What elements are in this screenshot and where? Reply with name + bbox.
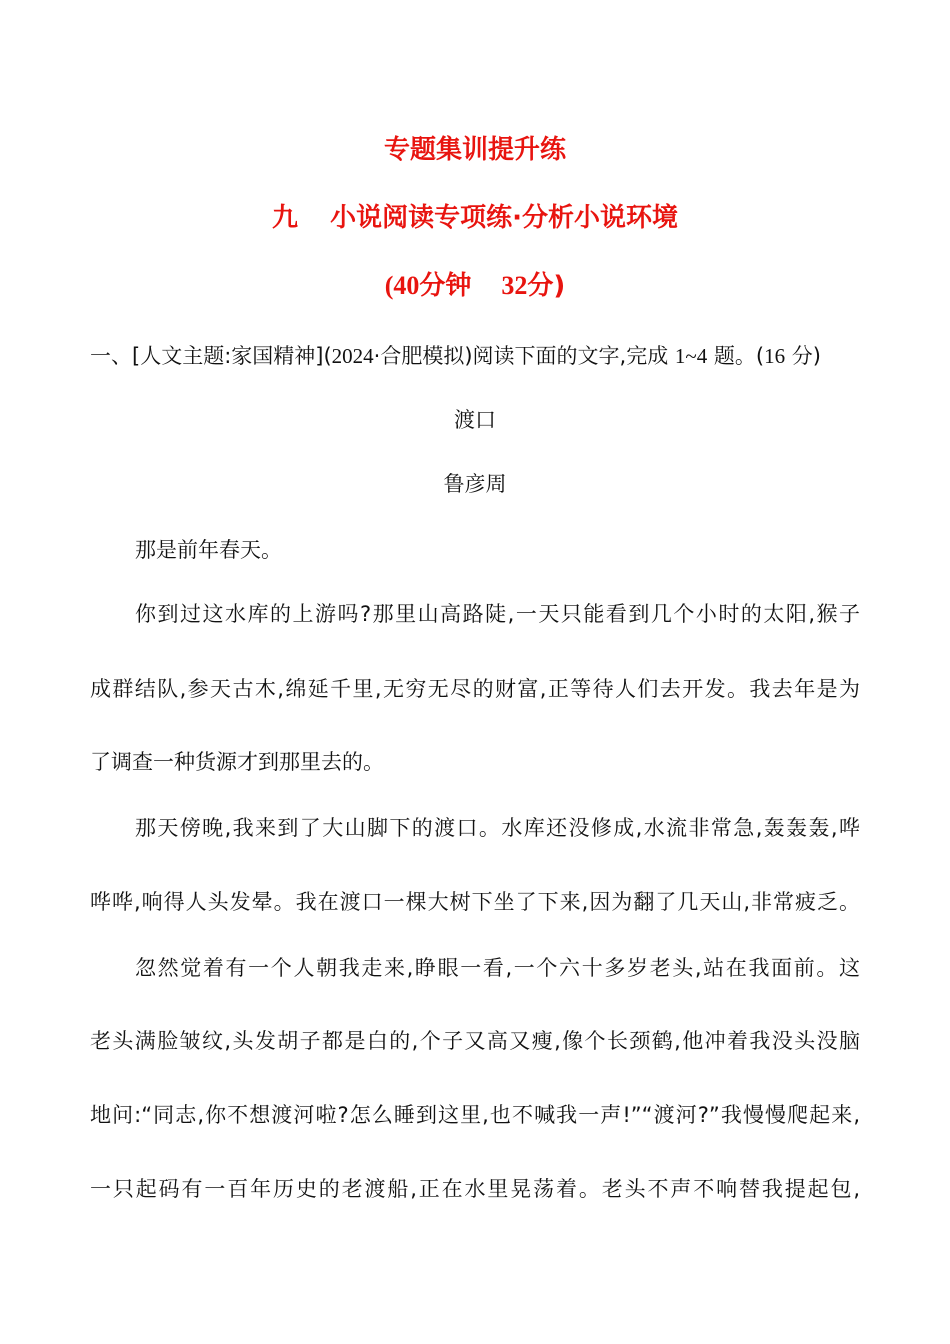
- paragraph-line: 忽然觉着有一个人朝我走来,睁眼一看,一个六十多岁老头,站在我面前。这: [135, 956, 860, 980]
- paragraph-line: 你到过这水库的上游吗?那里山高路陡,一天只能看到几个小时的太阳,猴子: [135, 602, 860, 626]
- question-heading: [90, 338, 880, 374]
- question-source: ·合肥模拟)阅读下面的文字,完成: [373, 344, 675, 368]
- section-number: 九: [272, 203, 299, 233]
- paragraph-line: 老头满脸皱纹,头发胡子都是白的,个子又高又瘦,像个长颈鹤,他冲着我没头没脑: [90, 1029, 860, 1053]
- question-suffix: 题。(: [707, 344, 765, 368]
- total-score: 32: [501, 271, 528, 300]
- section-title: [0, 198, 950, 238]
- paragraph-line: 一只起码有一百年历史的老渡船,正在水里晃荡着。老头不声不响替我提起包,: [90, 1177, 860, 1201]
- paragraph-line: 那是前年春天。: [135, 538, 282, 562]
- question-score-suffix: 分): [785, 344, 821, 368]
- question-year: 2024: [331, 344, 374, 368]
- total-score-unit: 分): [527, 271, 566, 301]
- paragraph-line: 地问:“同志,你不想渡河啦?怎么睡到这里,也不喊我一声!”“渡河?”我慢慢爬起来,: [90, 1103, 860, 1127]
- paragraph-line: 哗哗,响得人头发晕。我在渡口一棵大树下坐了下来,因为翻了几天山,非常疲乏。: [90, 890, 860, 914]
- time-score-line: [0, 266, 950, 306]
- paragraph-line: 了调查一种货源才到那里去的。: [90, 750, 384, 774]
- paragraph-line: 那天傍晚,我来到了大山脚下的渡口。水库还没修成,水流非常急,轰轰轰,哗: [135, 816, 860, 840]
- question-prefix: 一、[人文主题:家国精神](: [90, 344, 332, 368]
- story-title: 渡口: [454, 408, 496, 432]
- time-minutes: 40: [393, 271, 420, 300]
- collection-title: 专题集训提升练: [383, 135, 566, 165]
- story-author: 鲁彦周: [443, 472, 507, 496]
- question-range: 1~4: [674, 344, 708, 368]
- paragraph-line: 成群结队,参天古木,绵延千里,无穷无尽的财富,正等待人们去开发。我去年是为: [90, 677, 860, 701]
- question-score: 16: [764, 344, 786, 368]
- time-minutes-unit: 分钟: [419, 271, 472, 301]
- section-name: 小说阅读专项练·分析小说环境: [330, 203, 678, 233]
- time-open-paren: (: [384, 271, 394, 300]
